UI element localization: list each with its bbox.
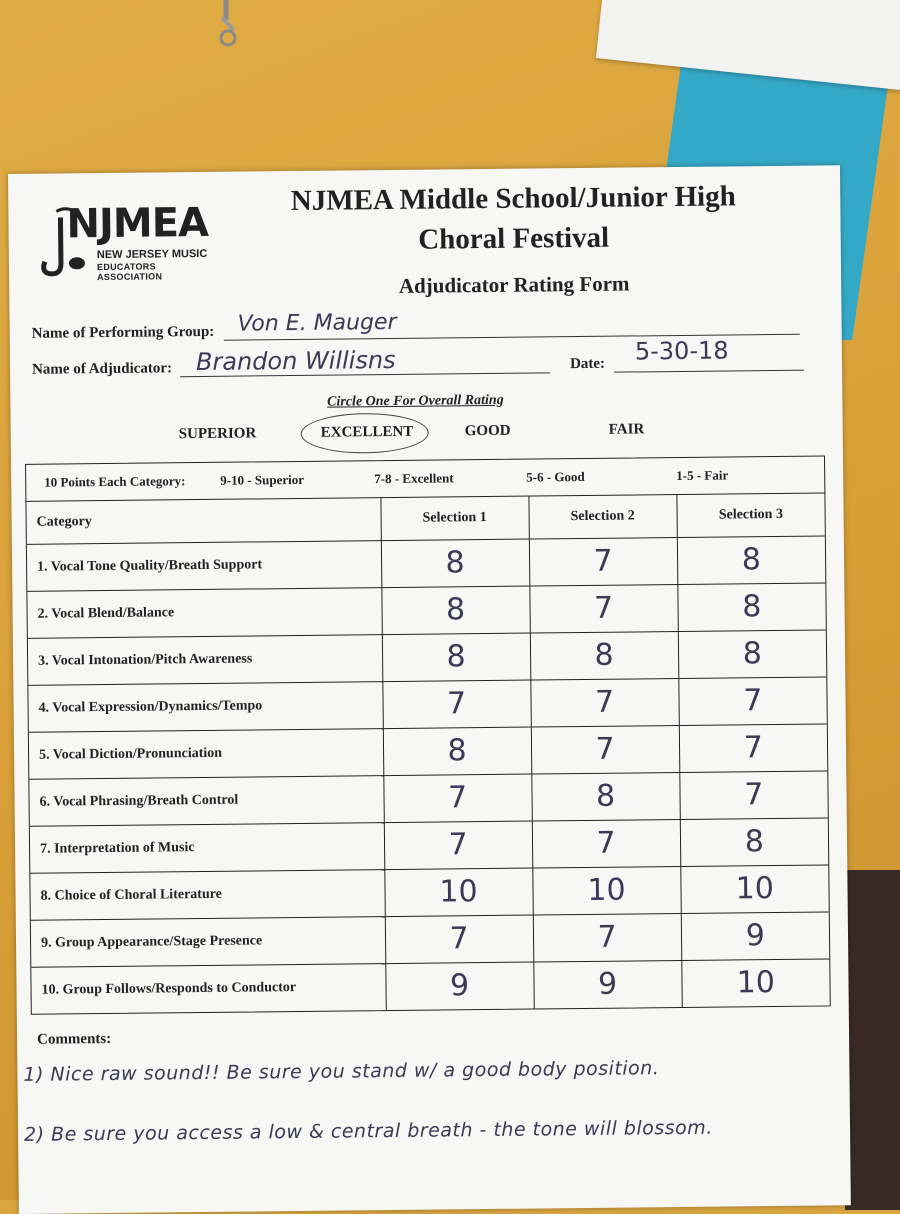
- scale-fair: 1-5 - Fair: [676, 467, 729, 484]
- rating-option-good[interactable]: GOOD: [464, 422, 511, 440]
- adjudicator-value[interactable]: Brandon Willisns: [195, 345, 396, 377]
- rating-form-sheet: [8, 165, 851, 1214]
- logo-tagline-1: NEW JERSEY MUSIC: [96, 247, 208, 262]
- score-cell[interactable]: 7: [529, 537, 677, 586]
- category-label: 9. Group Appearance/Stage Presence: [31, 916, 385, 967]
- table-row: [29, 723, 827, 778]
- score-cell[interactable]: 7: [384, 821, 532, 870]
- table-row: [27, 582, 825, 637]
- rating-option-fair[interactable]: FAIR: [608, 421, 645, 438]
- column-header-selection-2: Selection 2: [528, 495, 676, 539]
- category-label: 10. Group Follows/Responds to Conductor: [31, 963, 385, 1014]
- group-value[interactable]: Von E. Mauger: [237, 309, 397, 337]
- category-label: 4. Vocal Expression/Dynamics/Tempo: [28, 681, 382, 732]
- date-line: [614, 370, 804, 373]
- score-cell[interactable]: 7: [533, 913, 681, 962]
- score-cell[interactable]: 8: [680, 817, 828, 866]
- dark-fabric: [845, 870, 900, 1210]
- table-row: [28, 629, 826, 684]
- score-cell[interactable]: 7: [385, 915, 533, 964]
- table-row: [30, 817, 828, 872]
- score-cell[interactable]: 8: [530, 631, 678, 680]
- score-cell[interactable]: 10: [384, 868, 532, 917]
- score-cell[interactable]: 8: [383, 727, 531, 776]
- form-title-line-1: NJMEA Middle School/Junior High: [290, 180, 736, 218]
- scale-excellent: 7-8 - Excellent: [374, 470, 454, 487]
- scale-lead: 10 Points Each Category:: [44, 473, 186, 490]
- score-cell[interactable]: 7: [529, 584, 677, 633]
- score-cell[interactable]: 7: [531, 725, 679, 774]
- envelope-clasp-icon: [212, 0, 240, 48]
- selected-rating-circle: [301, 413, 429, 454]
- score-cell[interactable]: 10: [680, 864, 828, 913]
- comment-line-1[interactable]: 1) Nice raw sound!! Be sure you stand w/ a good body position.: [23, 1057, 660, 1086]
- score-cell[interactable]: 8: [677, 535, 825, 584]
- group-label: Name of Performing Group:: [31, 323, 215, 342]
- category-label: 3. Vocal Intonation/Pitch Awareness: [28, 634, 382, 685]
- column-header-selection-1: Selection 1: [380, 497, 528, 541]
- column-header-selection-3: Selection 3: [676, 493, 824, 537]
- score-cell[interactable]: 7: [382, 680, 530, 729]
- rating-option-superior[interactable]: SUPERIOR: [178, 425, 257, 443]
- score-cell[interactable]: 7: [532, 819, 680, 868]
- scale-good: 5-6 - Good: [526, 468, 585, 485]
- score-cell[interactable]: 7: [679, 723, 827, 772]
- njmea-logo: [36, 200, 217, 284]
- logo-tagline-2: EDUCATORS ASSOCIATION: [96, 261, 163, 283]
- scale-superior: 9-10 - Superior: [220, 471, 305, 488]
- category-label: 8. Choice of Choral Literature: [30, 869, 384, 920]
- score-cell[interactable]: 9: [385, 962, 533, 1011]
- score-cell[interactable]: 7: [679, 770, 827, 819]
- category-label: 2. Vocal Blend/Balance: [27, 587, 381, 638]
- score-cell[interactable]: 8: [677, 582, 825, 631]
- form-title-line-2: Choral Festival: [418, 221, 610, 256]
- score-cell[interactable]: 9: [533, 960, 681, 1009]
- category-table: [26, 493, 829, 1013]
- score-cell[interactable]: 8: [382, 633, 530, 682]
- table-row: [31, 958, 829, 1013]
- date-label: Date:: [569, 355, 606, 373]
- table-row: [29, 770, 827, 825]
- table-row: [30, 864, 828, 919]
- form-subtitle: Adjudicator Rating Form: [398, 271, 630, 298]
- score-cell[interactable]: 10: [681, 958, 829, 1007]
- score-cell[interactable]: 8: [381, 539, 529, 588]
- date-value[interactable]: 5-30-18: [634, 336, 729, 366]
- score-cell[interactable]: 10: [532, 866, 680, 915]
- score-cell[interactable]: 7: [383, 774, 531, 823]
- score-cell[interactable]: 8: [531, 772, 679, 821]
- comment-line-2[interactable]: 2) Be sure you access a low & central breath - the tone will blossom.: [23, 1116, 713, 1146]
- category-label: 6. Vocal Phrasing/Breath Control: [29, 775, 383, 826]
- table-row: [27, 535, 825, 590]
- score-cell[interactable]: 7: [530, 678, 678, 727]
- adjudicator-label: Name of Adjudicator:: [31, 360, 173, 378]
- category-label: 1. Vocal Tone Quality/Breath Support: [27, 540, 381, 591]
- logo-wordmark: NJMEA: [66, 199, 209, 248]
- score-cell[interactable]: 8: [381, 586, 529, 635]
- table-row: [28, 676, 826, 731]
- score-cell[interactable]: 8: [678, 629, 826, 678]
- category-label: 5. Vocal Diction/Pronunciation: [29, 728, 383, 779]
- table-row: [31, 911, 829, 966]
- scoring-grid: [25, 455, 831, 1014]
- score-cell[interactable]: 7: [678, 676, 826, 725]
- comments-label: Comments:: [36, 1030, 112, 1048]
- overall-rating-instruction: Circle One For Overall Rating: [327, 392, 504, 410]
- score-cell[interactable]: 9: [681, 911, 829, 960]
- rating-option-excellent[interactable]: EXCELLENT: [320, 423, 414, 441]
- column-header-category: Category: [26, 498, 380, 544]
- category-label: 7. Interpretation of Music: [30, 822, 384, 873]
